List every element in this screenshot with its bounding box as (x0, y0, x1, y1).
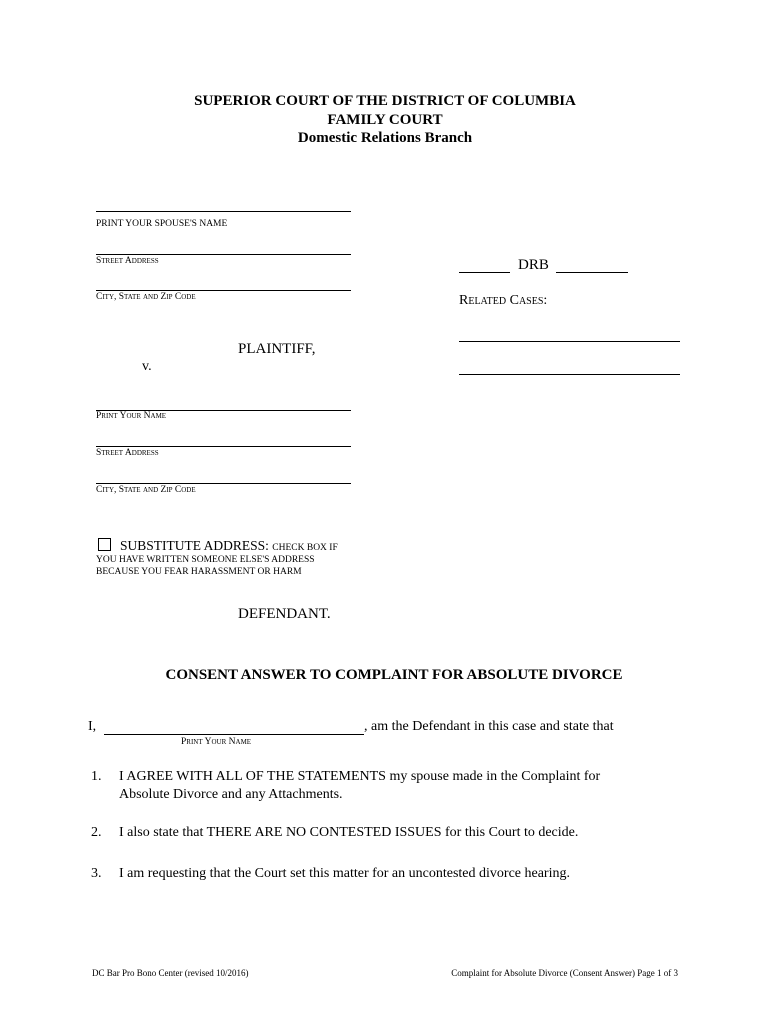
related-case-line-2[interactable] (459, 374, 680, 375)
substitute-address-note1: CHECK BOX IF (272, 543, 338, 553)
versus: v. (142, 359, 152, 374)
statement-suffix: , am the Defendant in this case and state that (364, 719, 614, 734)
plaintiff-street-line[interactable] (96, 254, 351, 255)
item-2-text (119, 824, 578, 842)
substitute-address-checkbox[interactable] (98, 538, 111, 551)
item-1-line2: Absolute Divorce and any Attachments. (119, 787, 343, 802)
item-2-rest: for this Court to decide. (441, 825, 579, 840)
plaintiff-city-line[interactable] (96, 290, 351, 291)
footer-right: Complaint for Absolute Divorce (Consent Answer) Page 1 of 3 (451, 968, 678, 978)
defendant-name-caption: Print Your Name (96, 411, 167, 421)
plaintiff-role: PLAINTIFF, (238, 341, 316, 357)
defendant-role: DEFENDANT. (238, 606, 331, 622)
court-division: FAMILY COURT (327, 112, 443, 128)
substitute-address-note3: BECAUSE YOU FEAR HARASSMENT OR HARM (96, 567, 302, 577)
item-3-text: I am requesting that the Court set this matter for an uncontested divorce hearing. (119, 866, 570, 881)
item-1-number: 1. (91, 769, 102, 784)
item-1-emphasis: I AGREE WITH ALL OF THE STATEMENTS (119, 769, 386, 784)
drb-label: DRB (518, 257, 549, 273)
substitute-address-note2: YOU HAVE WRITTEN SOMEONE ELSE'S ADDRESS (96, 555, 315, 565)
spouse-name-line[interactable] (96, 211, 351, 212)
drb-prefix-line[interactable] (459, 272, 510, 273)
substitute-address-line1 (120, 538, 338, 556)
plaintiff-city-caption: City, State and Zip Code (96, 292, 196, 302)
court-branch: Domestic Relations Branch (297, 130, 473, 146)
item-2-emphasis: THERE ARE NO CONTESTED ISSUES (206, 825, 442, 840)
document-title: CONSENT ANSWER TO COMPLAINT FOR ABSOLUTE DIVORCE (165, 667, 623, 683)
statement-name-line[interactable] (104, 734, 364, 735)
related-case-line-1[interactable] (459, 341, 680, 342)
item-2-pre: I also state that (119, 825, 207, 840)
drb-number-line[interactable] (556, 272, 628, 273)
defendant-street-caption: Street Address (96, 448, 159, 458)
related-cases-label: Related Cases: (459, 293, 548, 308)
defendant-street-line[interactable] (96, 446, 351, 447)
defendant-city-caption: City, State and Zip Code (96, 485, 196, 495)
item-3-number: 3. (91, 866, 102, 881)
statement-name-caption: Print Your Name (181, 737, 252, 747)
statement-prefix: I, (88, 719, 97, 734)
defendant-city-line[interactable] (96, 483, 351, 484)
substitute-address-title: SUBSTITUTE ADDRESS: (120, 538, 269, 553)
item-2-number: 2. (91, 825, 102, 840)
plaintiff-street-caption: Street Address (96, 256, 159, 266)
spouse-name-caption: PRINT YOUR SPOUSE'S NAME (96, 219, 228, 229)
court-name: SUPERIOR COURT OF THE DISTRICT OF COLUMBIA (194, 93, 576, 109)
item-1-rest: my spouse made in the Complaint for (385, 769, 601, 784)
footer-left: DC Bar Pro Bono Center (revised 10/2016) (92, 968, 249, 978)
item-1-text (119, 768, 600, 786)
